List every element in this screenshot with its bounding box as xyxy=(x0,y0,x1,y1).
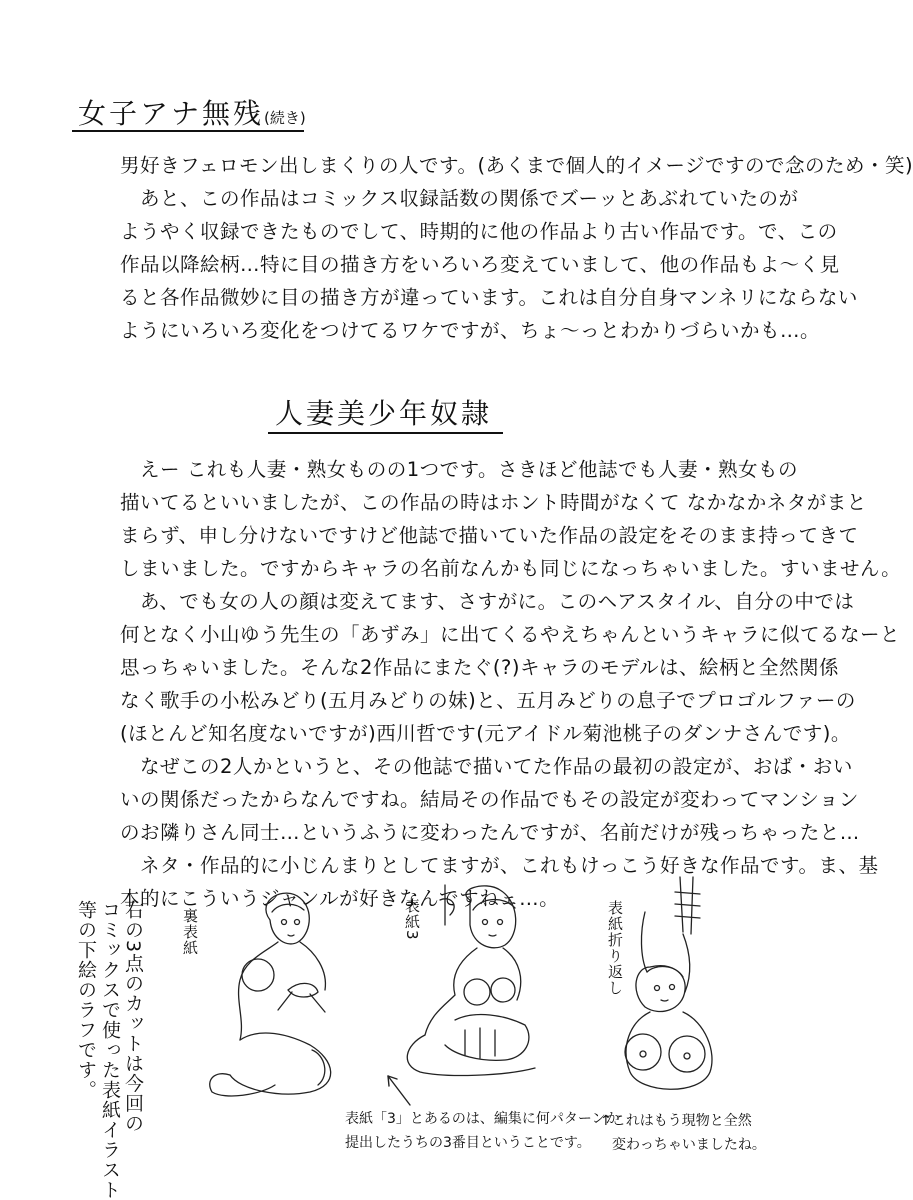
side-note-column-3: 等の下絵のラフです。 xyxy=(75,900,97,1100)
section2-line-14: 本的にこういうジャンルが好きなんですねェ…。 xyxy=(120,887,560,910)
section1-line-4: 作品以降絵柄…特に目の描き方をいろいろ変えていまして、他の作品もよ～く見 xyxy=(120,253,840,276)
section1-line-2: あと、この作品はコミックス収録話数の関係でズーッとあぶれていたのが xyxy=(140,187,799,210)
section2-line-4: しまいました。ですからキャラの名前なんかも同じになっちゃいました。すいません。 xyxy=(120,557,902,580)
section1-title-underline xyxy=(72,130,304,132)
section1-title-note: (続き) xyxy=(264,109,306,127)
section2-line-1: えー これも人妻・熟女ものの1つです。さきほど他誌でも人妻・熟女もの xyxy=(140,458,799,481)
section1-line-3: ようやく収録できたものでして、時期的に他の作品より古い作品です。で、この xyxy=(120,220,838,243)
label-ura-hyoshi: 裏表紙 xyxy=(181,908,199,956)
section2-title-underline xyxy=(268,432,503,434)
sketch-cover-flap xyxy=(605,872,725,1102)
sketch-cover-3 xyxy=(385,880,560,1080)
section2-line-7: 思っちゃいました。そんな2作品にまたぐ(?)キャラのモデルは、絵柄と全然関係 xyxy=(120,656,839,679)
section1-title: 女子アナ無残(続き) xyxy=(78,97,306,130)
caption-flap-line-2: 変わっちゃいましたね。 xyxy=(612,1137,766,1153)
section2-line-3: まらず、申し分けないですけど他誌で描いていた作品の設定をそのまま持ってきて xyxy=(120,524,859,547)
side-note-column-1: 右の3点のカットは今回の xyxy=(122,900,144,1134)
caption-flap-line-1: ↑これはもう現物と全然 xyxy=(600,1113,752,1129)
section1-line-1: 男好きフェロモン出しまくりの人です。(あくまで個人的イメージですので念のため・笑) xyxy=(120,154,913,177)
section2-line-10: なぜこの2人かというと、その他誌で描いてた作品の最初の設定が、おば・おい xyxy=(140,755,853,778)
section2-line-2: 描いてるといいましたが、この作品の時はホント時間がなくて なかなかネタがまと xyxy=(120,491,867,514)
sketch-back-cover xyxy=(200,880,360,1105)
section1-line-6: ようにいろいろ変化をつけてるワケですが、ちょ～っとわかりづらいかも…。 xyxy=(120,319,821,342)
section2-line-8: なく歌手の小松みどり(五月みどりの妹)と、五月みどりの息子でプロゴルファーの xyxy=(120,689,856,712)
label-hyoshi-3: 表紙3 xyxy=(403,898,421,941)
section2-line-13: ネタ・作品的に小じんまりとしてますが、これもけっこう好きな作品です。ま、基 xyxy=(140,854,879,877)
section2-line-5: あ、でも女の人の顔は変えてます、さすがに。このヘアスタイル、自分の中では xyxy=(140,590,855,613)
side-note-column-2: コミックスで使った表紙イラスト xyxy=(99,900,121,1200)
section2-line-12: のお隣りさん同士…というふうに変わったんですが、名前だけが残っちゃったと… xyxy=(120,821,860,844)
section2-title: 人妻美少年奴隷 xyxy=(275,397,493,430)
section2-line-6: 何となく小山ゆう先生の「あずみ」に出てくるやえちゃんというキャラに似てるなーと xyxy=(120,623,901,646)
label-hyoshi-orikaeshi: 表紙折り返し xyxy=(606,900,624,996)
caption-arrow-icon xyxy=(380,1070,420,1108)
caption-cover3-line-2: 提出したうちの3番目ということです。 xyxy=(345,1135,591,1151)
section2-line-9: (ほとんど知名度ないですが)西川哲です(元アイドル菊池桃子のダンナさんです)。 xyxy=(120,722,851,745)
section2-line-11: いの関係だったからなんですね。結局その作品でもその設定が変わってマンション xyxy=(120,788,859,811)
caption-cover3-line-1: 表紙「3」とあるのは、編集に何パターンか xyxy=(345,1111,620,1127)
section1-line-5: ると各作品微妙に目の描き方が違っています。これは自分自身マンネリにならない xyxy=(120,286,858,309)
